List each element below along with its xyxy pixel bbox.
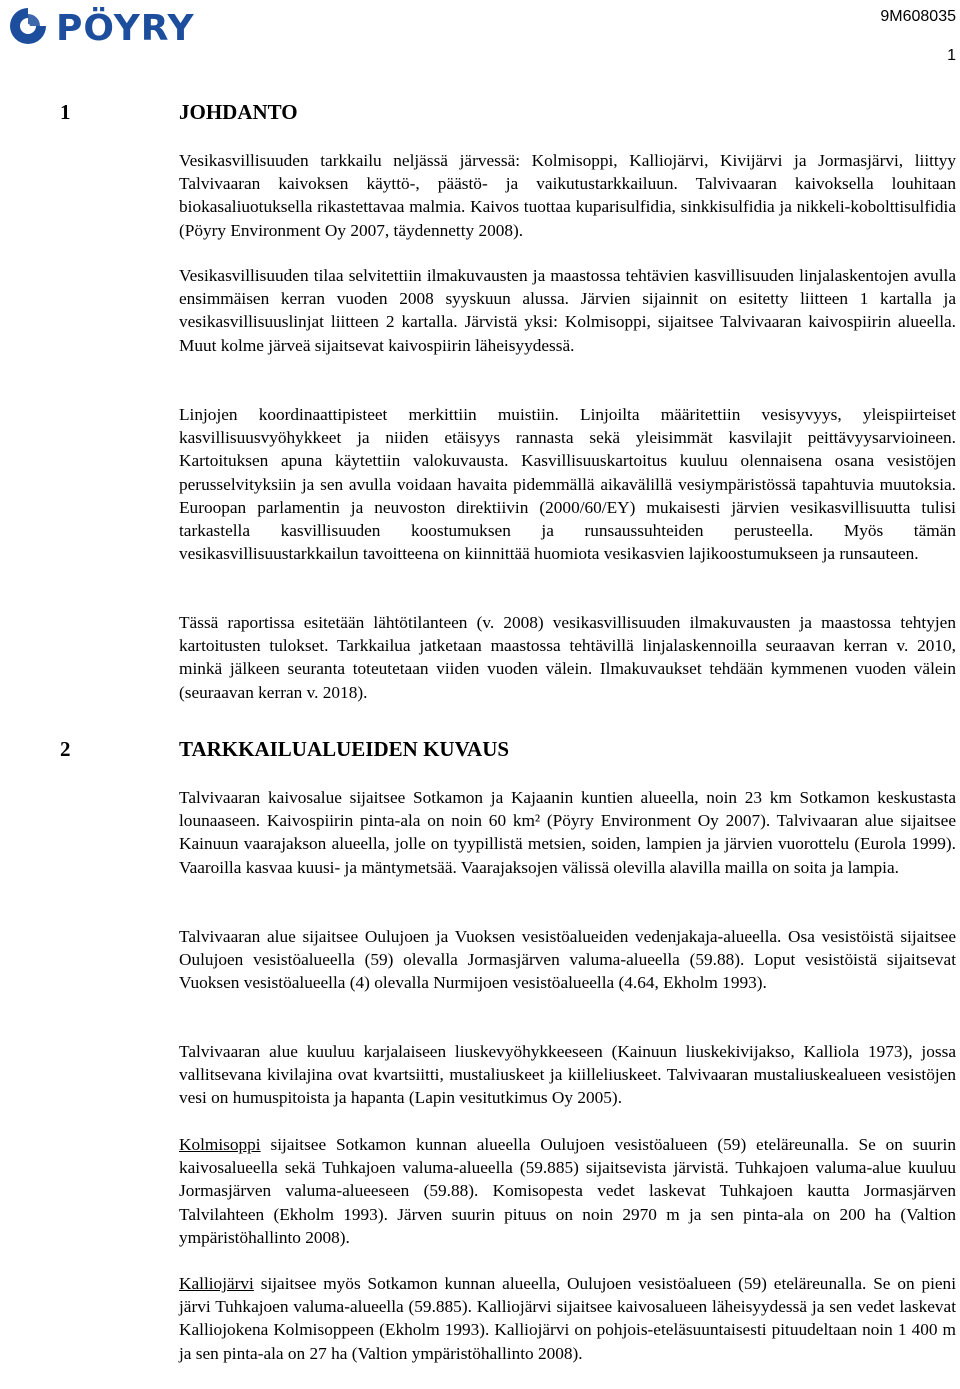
poyry-logo-icon bbox=[6, 4, 246, 48]
paragraph: Talvivaaran alue sijaitsee Oulujoen ja Vuoksen vesistöalueiden vedenjakaja-alueella. Osa vesistöistä sijaitsee Oulujoen vesistöalueella (59) olevalla Jormasjärven valuma-alueella (59.88). Loput vesistöistä sijaitsevat Vuoksen vesistöalueella (4) olevalla Nurmijoen vesistöalueella (4.64, Ekholm 1993). bbox=[179, 927, 956, 993]
lake-paragraph-kalliojarvi bbox=[179, 1272, 956, 1365]
document-code: 9M608035 bbox=[880, 8, 956, 25]
paragraph: Talvivaaran alue kuuluu karjalaiseen liuskevyöhykkeeseen (Kainuun liuskekivijakso, Kalliola 1973), jossa vallitsevana kivilajina ovat kvartsiitti, mustaliuskeet ja kiilleliuskeet. Talvivaaran mustaliuskealueen vesistöjen vesi on humuspitoista ja hapanta (Lapin vesitutkimus Oy 2005). bbox=[179, 1042, 956, 1108]
paragraph: Talvivaaran kaivosalue sijaitsee Sotkamon ja Kajaanin kuntien alueella, noin 23 km Sotkamon keskustasta lounaaseen. Kaivospiirin pinta-ala on noin 60 km² (Pöyry Environment Oy 2007). Talvivaaran alue sijaitsee Kainuun vaarajakson alueella, jolle on tyypillistä metsien, soiden, lampien ja järvien vuorottelu (Eurola 1999). Vaaroilla kasvaa kuusi- ja mäntymetsää. Vaarajaksojen välissä olevilla alavilla mailla on soita ja lampia. bbox=[179, 788, 956, 877]
lake-name: Kolmisoppi bbox=[179, 1135, 261, 1154]
lake-description: sijaitsee myös Sotkamon kunnan alueella, Oulujoen vesistöalueen (59) eteläreunalla. Se on pieni järvi Tuhkajoen valuma-alueella (59.885). Kalliojärvi sijaitsee kaivosalueen läheisyydessä ja sen vedet laskevat Kalliojokena Kolmisoppeen (Ekholm 1993). Kalliojärvi on pohjois-eteläsuuntaisesti pituudeltaan noin 1 400 m ja sen pinta-ala on 27 ha (Valtion ympäristöhallinto 2008). bbox=[179, 1274, 956, 1363]
section-title: JOHDANTO bbox=[179, 100, 298, 124]
section-number: 2 bbox=[60, 737, 71, 761]
paragraph: Vesikasvillisuuden tilaa selvitettiin ilmakuvausten ja maastossa tehtävien kasvillisuuden linjalaskentojen avulla ensimmäisen kerran vuoden 2008 syyskuun alussa. Järvien sijainnit on esitetty liitteen 1 kartalla ja vesikasvillisuuslinjat liitteen 2 kartalla. Järvistä yksi: Kolmisoppi, sijaitsee Talvivaaran kaivospiirin alueella. Muut kolme järveä sijaitsevat kaivospiirin läheisyydessä. bbox=[179, 266, 956, 355]
paragraph: Linjojen koordinaattipisteet merkittiin muistiin. Linjoilta määritettiin vesisyvyys, yleispiirteiset kasvillisuusvyöhykkeet ja niiden etäisyys rannasta sekä yleisimmät kasvilajit peittävyysarvioineen. Kartoituksen apuna käytettiin valokuvausta. Kasvillisuuskartoitus kuuluu olennaisena osana vesistöjen perusselvityksiin ja sen avulla voidaan havaita pidemmällä aikavälillä vesiympäristössä tapahtuvia muutoksia. Euroopan parlamentin ja neuvoston direktiivin (2000/60/EY) mukaisesti järvien vesikasvillisuutta tulisi tarkastella kasvillisuuden koostumuksen ja runsaussuhteiden perusteella. Myös tämän vesikasvillisuustarkkailun tavoitteena on kiinnittää huomiota vesikasvien lajikoostumukseen ja runsauteen. bbox=[179, 405, 956, 564]
section-title: TARKKAILUALUEIDEN KUVAUS bbox=[179, 737, 510, 761]
paragraph: Vesikasvillisuuden tarkkailu neljässä järvessä: Kolmisoppi, Kalliojärvi, Kivijärvi ja Jormasjärvi, liittyy Talvivaaran kaivoksen käyttö-, päästö- ja vaikutustarkkailuun. Talvivaaran kaivoksella louhitaan biokasaliuotuksella rikastettavaa malmia. Kaivos tuottaa kuparisulfidia, sinkkisulfidia ja nikkeli-kobolttisulfidia (Pöyry Environment Oy 2007, täydennetty 2008). bbox=[179, 151, 956, 240]
lake-paragraph-kolmisoppi bbox=[179, 1133, 956, 1249]
section-number: 1 bbox=[60, 100, 71, 124]
company-logo bbox=[6, 4, 246, 48]
logo-wordmark: PÖYRY bbox=[56, 8, 195, 48]
lake-name: Kalliojärvi bbox=[179, 1274, 254, 1293]
lake-description: sijaitsee Sotkamon kunnan alueella Oulujoen vesistöalueen (59) eteläreunalla. Se on suurin kaivosalueella sekä Tuhkajoen valuma-alueella (59.885) sijaitsevista järvistä. Tuhkajoen valuma-alue kuuluu Jormasjärven valuma-alueeseen (59.88). Komisopesta vedet laskevat Tuhkajoen kautta Jormasjärven Talvilahteen (Ekholm 1993). Järven suurin pituus on noin 2970 m ja sen pinta-ala on 200 ha (Valtion ympäristöhallinto 2008). bbox=[179, 1135, 956, 1247]
paragraph: Tässä raportissa esitetään lähtötilanteen (v. 2008) vesikasvillisuuden ilmakuvausten ja maastossa tehtyjen kartoitusten tulokset. Tarkkailua jatketaan maastossa tehtävillä linjalaskennoilla seuraavan kerran v. 2010, minkä jälkeen seuranta toteutetaan viiden vuoden välein. Ilmakuvaukset tehdään kymmenen vuoden välein (seuraavan kerran v. 2018). bbox=[179, 613, 956, 702]
page-number: 1 bbox=[947, 47, 956, 64]
